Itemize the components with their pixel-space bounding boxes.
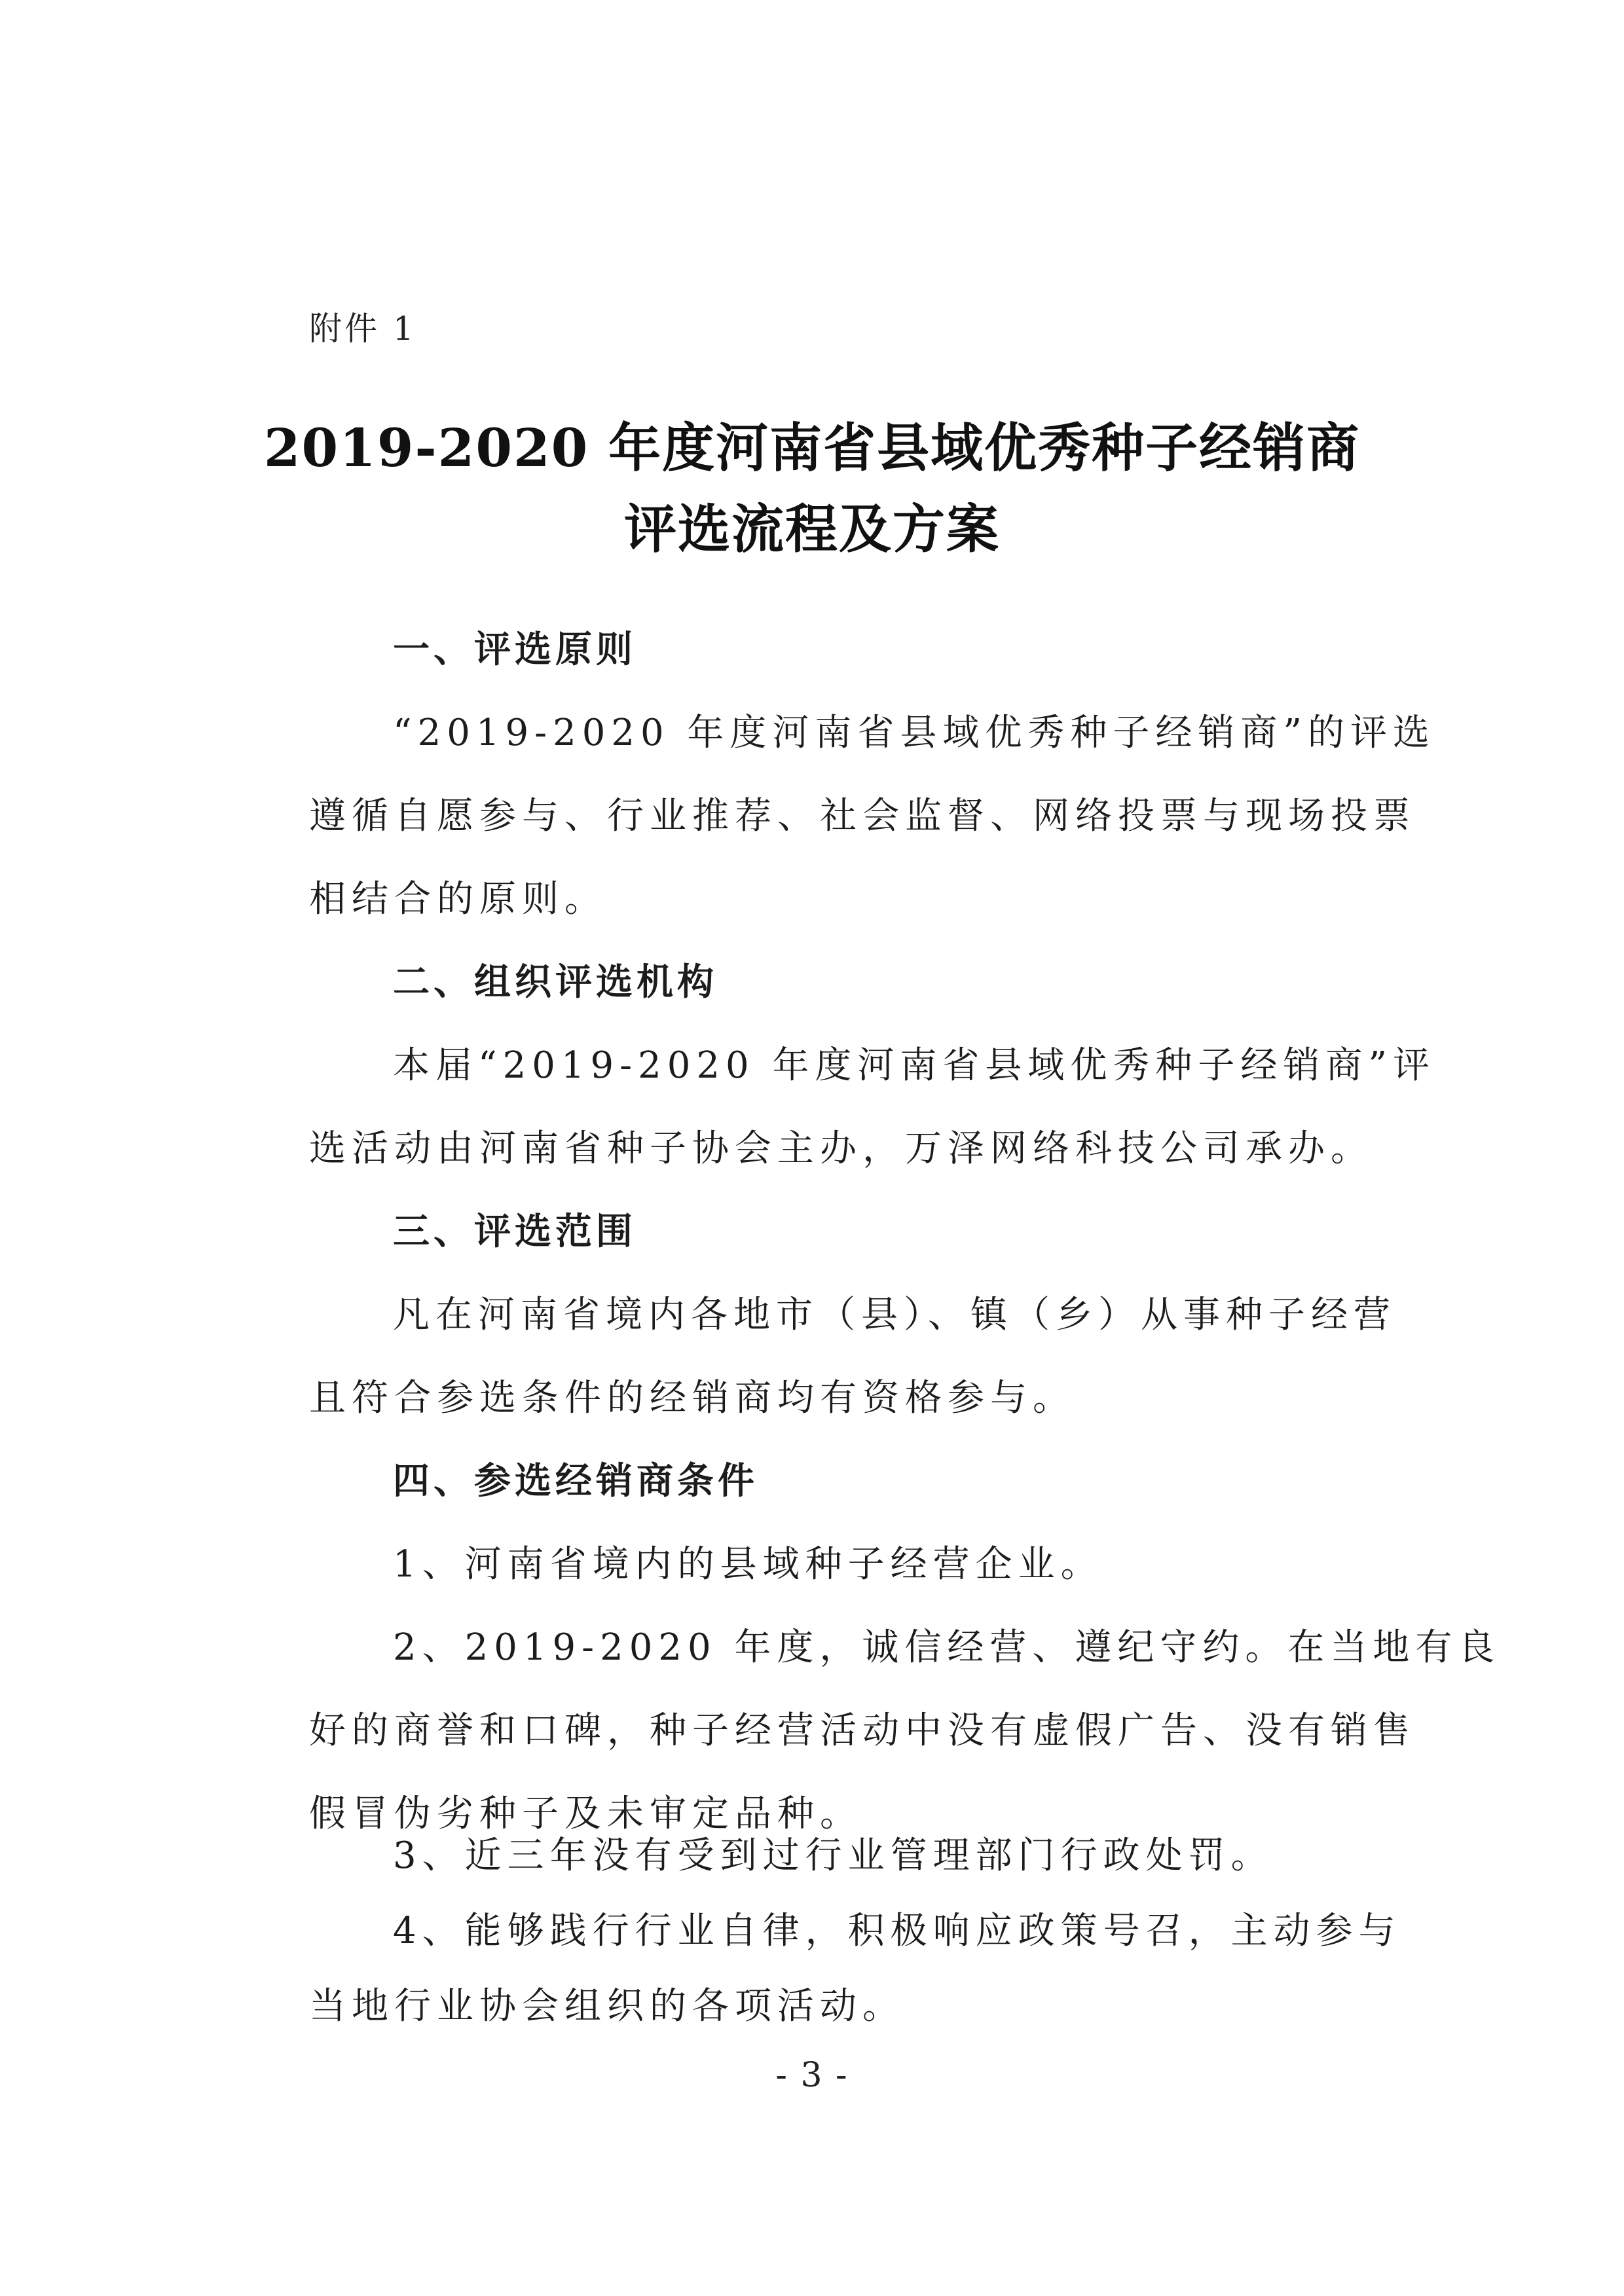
body-line: 相结合的原则。 [309, 878, 607, 920]
document-title-line-1: 2019-2020 年度河南省县域优秀种子经销商 [263, 417, 1361, 479]
section-heading-principles: 一、评选原则 [393, 629, 637, 671]
body-line: 且符合参选条件的经销商均有资格参与。 [309, 1377, 1075, 1419]
section-heading-organization: 二、组织评选机构 [393, 961, 718, 1004]
document-title-line-2: 评选流程及方案 [624, 498, 1000, 560]
attachment-label: 附件 1 [309, 310, 416, 348]
condition-item: 4、能够践行行业自律，积极响应政策号召，主动参与 [393, 1910, 1401, 1952]
body-line: 遵循自愿参与、行业推荐、社会监督、网络投票与现场投票 [309, 795, 1416, 837]
condition-item: 2、2019-2020 年度，诚信经营、遵纪守约。在当地有良 [393, 1626, 1501, 1669]
condition-item: 1、河南省境内的县域种子经营企业。 [393, 1543, 1103, 1586]
body-line: 好的商誉和口碑，种子经营活动中没有虚假广告、没有销售 [309, 1709, 1416, 1752]
body-line: 假冒伪劣种子及未审定品种。 [309, 1793, 862, 1835]
body-line: 选活动由河南省种子协会主办，万泽网络科技公司承办。 [309, 1127, 1373, 1170]
section-heading-conditions: 四、参选经销商条件 [393, 1460, 758, 1503]
page-number: - 3 - [775, 2056, 849, 2095]
body-line: 当地行业协会组织的各项活动。 [309, 1985, 905, 2028]
body-line: 凡在河南省境内各地市（县）、镇（乡）从事种子经营 [393, 1294, 1396, 1336]
body-line: 本届“2019-2020 年度河南省县域优秀种子经销商”评 [393, 1044, 1436, 1087]
body-line: “2019-2020 年度河南省县域优秀种子经销商”的评选 [393, 712, 1436, 754]
condition-item: 3、近三年没有受到过行业管理部门行政处罚。 [393, 1834, 1274, 1877]
section-heading-scope: 三、评选范围 [393, 1211, 637, 1253]
